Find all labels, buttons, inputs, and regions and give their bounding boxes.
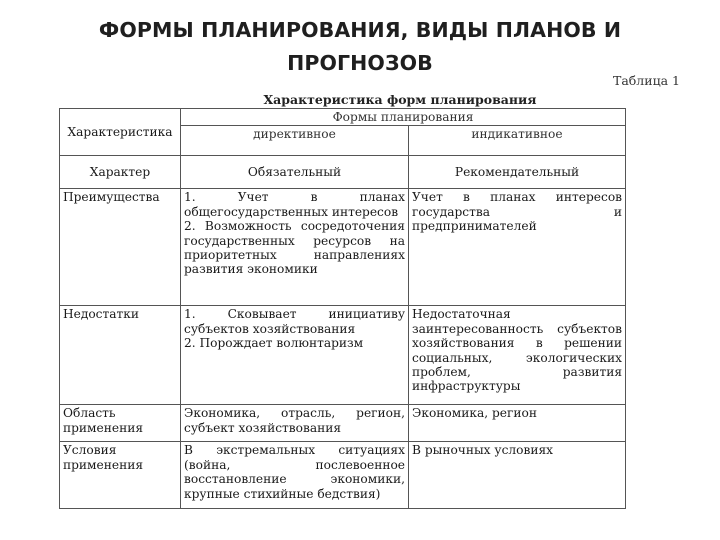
slide-title-line-2: ПРОГНОЗОВ — [287, 51, 433, 75]
cell-directive: Экономика, отрасль, регион, субъект хозяйствования — [181, 405, 409, 442]
table-row-application-conditions — [60, 442, 626, 509]
table-row-disadvantages — [60, 306, 626, 405]
table-row-application-area — [60, 405, 626, 442]
cell-indicative: В рыночных условиях — [409, 442, 626, 509]
header-row-group — [60, 109, 626, 126]
header-col-indicative: индикативное — [409, 126, 626, 156]
table-caption: Характеристика форм планирования — [263, 92, 537, 107]
cell-indicative: Рекомендательный — [409, 156, 626, 189]
cell-directive: В экстремальных ситуациях (война, послевоенное восстановление экономики, крупные стихийные бедствия) — [181, 442, 409, 509]
table-row-advantages — [60, 189, 626, 306]
slide-title — [60, 14, 660, 80]
row-label: Преимущества — [60, 189, 181, 306]
header-col-directive: директивное — [181, 126, 409, 156]
row-label: Условия применения — [60, 442, 181, 509]
planning-forms-table — [59, 108, 626, 509]
cell-directive: 1. Сковывает инициативу субъектов хозяйствования 2. Порождает волюнтаризм — [181, 306, 409, 405]
table-number: Таблица 1 — [612, 73, 680, 88]
table-row-character — [60, 156, 626, 189]
slide-title-line-1: ФОРМЫ ПЛАНИРОВАНИЯ, ВИДЫ ПЛАНОВ И — [98, 18, 622, 42]
cell-indicative: Учет в планах интересов государства и предпринимателей — [409, 189, 626, 306]
cell-indicative: Экономика, регион — [409, 405, 626, 442]
row-label: Характер — [60, 156, 181, 189]
row-label: Область применения — [60, 405, 181, 442]
cell-directive: 1. Учет в планах общегосударственных интересов 2. Возможность сосредоточения государственных ресурсов на приоритетных направлениях развития экономики — [181, 189, 409, 306]
header-group-label: Формы планирования — [181, 109, 626, 126]
header-row-label: Характеристика — [60, 109, 181, 156]
cell-directive: Обязательный — [181, 156, 409, 189]
row-label: Недостатки — [60, 306, 181, 405]
cell-indicative: Недостаточная заинтересованность субъектов хозяйствования в решении социальных, экологических проблем, развития инфраструктуры — [409, 306, 626, 405]
